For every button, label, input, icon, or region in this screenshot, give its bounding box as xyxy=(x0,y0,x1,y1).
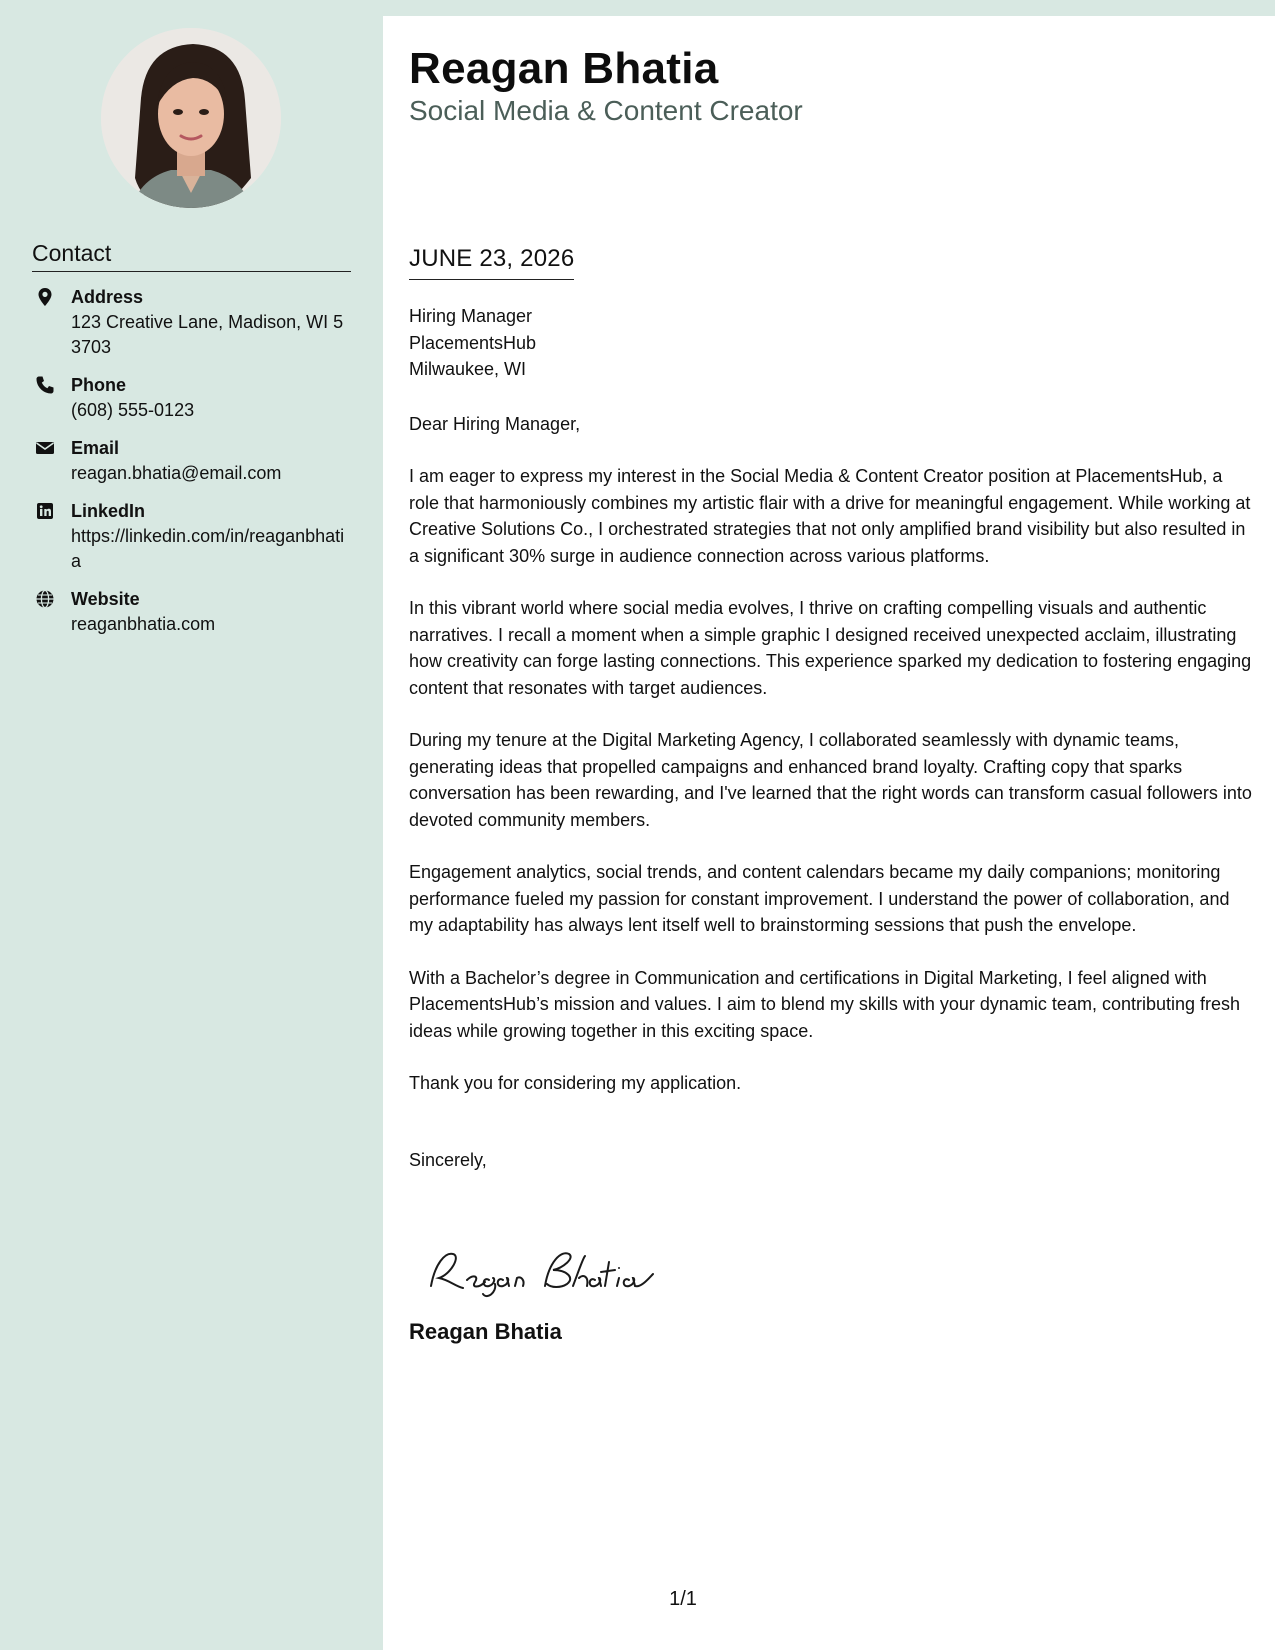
contact-value[interactable]: reaganbhatia.com xyxy=(71,614,216,634)
paragraph: During my tenure at the Digital Marketing Agency, I collaborated seamlessly with dynamic teams, generating ideas that propelled campaigns and enhanced brand loyalty. Crafting copy that sparks conversation has been rewarding, and I've learned that the right words can transform casual followers into devoted community members. xyxy=(409,730,1252,830)
contact-value: (608) 555-0123 xyxy=(71,400,195,420)
contact-label: Address xyxy=(71,287,144,307)
map-pin-icon xyxy=(35,287,55,307)
page-number: 1/1 xyxy=(669,1588,697,1610)
handwritten-signature xyxy=(423,1234,703,1304)
contact-linkedin xyxy=(32,499,352,574)
contact-label: LinkedIn xyxy=(71,501,146,521)
paragraph: With a Bachelor’s degree in Communication and certifications in Digital Marketing, I feel aligned with PlacementsHub’s mission and values. I aim to blend my skills with your dynamic team, contributing fresh ideas while growing together in this exciting space. xyxy=(409,967,1241,1041)
recipient-location: Milwaukee, WI xyxy=(409,359,527,379)
contact-value: reagan.bhatia@email.com xyxy=(71,463,282,483)
letter-body xyxy=(409,303,1254,1199)
profile-photo xyxy=(101,28,281,208)
contact-list xyxy=(32,285,352,650)
applicant-name: Reagan Bhatia xyxy=(409,44,719,93)
linkedin-icon xyxy=(35,501,55,521)
paragraph: Engagement analytics, social trends, and content calendars became my daily companions; monitoring performance fueled my passion for constant improvement. I understand the power of collaboration, and my adaptability has always lent itself well to brainstorming sessions that push the envelope. xyxy=(409,862,1230,935)
paragraph: Thank you for considering my application. xyxy=(409,1073,742,1093)
contact-value: 123 Creative Lane, Madison, WI 53703 xyxy=(71,312,344,357)
contact-label: Phone xyxy=(71,375,127,395)
contact-label: Email xyxy=(71,438,120,458)
recipient-name: Hiring Manager xyxy=(409,306,533,326)
recipient-block xyxy=(409,303,1254,383)
contact-website xyxy=(32,587,352,637)
letter-date: JUNE 23, 2026 xyxy=(409,245,574,280)
paragraph: I am eager to express my interest in the Social Media & Content Creator position at PlacementsHub, a role that harmoniously combines my artistic flair with a drive for meaningful engagement. While working at Creative Solutions Co., I orchestrated strategies that not only amplified brand visibility but also resulted in a significant 30% surge in audience connection across various platforms. xyxy=(409,466,1251,566)
applicant-title: Social Media & Content Creator xyxy=(409,95,803,126)
letter-main xyxy=(383,16,1275,1650)
contact-value[interactable]: https://linkedin.com/in/reaganbhatia xyxy=(71,526,345,571)
salutation: Dear Hiring Manager, xyxy=(409,413,581,434)
contact-heading: Contact xyxy=(32,240,351,272)
globe-icon xyxy=(35,589,55,609)
phone-icon xyxy=(35,375,55,395)
contact-phone xyxy=(32,373,352,423)
paragraph: In this vibrant world where social media evolves, I thrive on crafting compelling visuals and authentic narratives. I recall a moment when a simple graphic I designed received unexpected acclaim, illustrating how creativity can forge lasting connections. This experience sparked my dedication to fostering engaging content that resonates with target audiences. xyxy=(409,598,1252,698)
contact-label: Website xyxy=(71,589,140,609)
envelope-icon xyxy=(35,438,55,458)
contact-address xyxy=(32,285,352,360)
closing: Sincerely, xyxy=(409,1149,487,1170)
signed-name: Reagan Bhatia xyxy=(409,1319,562,1344)
recipient-company: PlacementsHub xyxy=(409,332,537,353)
sidebar xyxy=(0,0,383,1650)
contact-email xyxy=(32,436,352,486)
